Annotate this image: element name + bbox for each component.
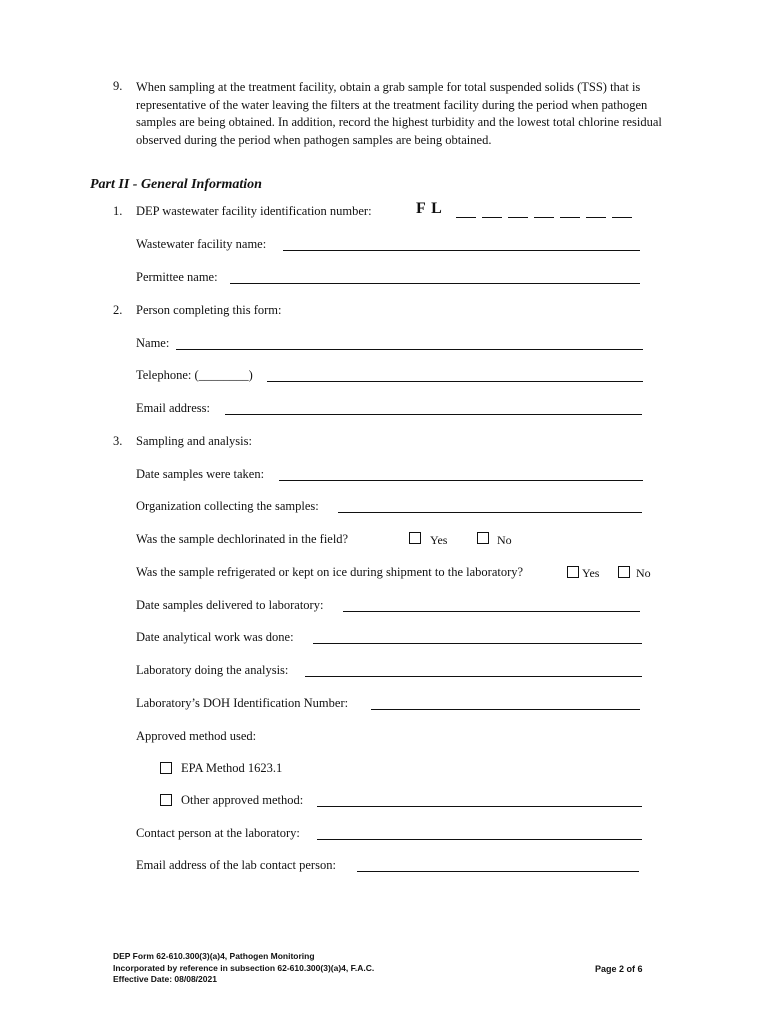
date-delivered-field[interactable] bbox=[343, 599, 640, 612]
question-number-1: 1. bbox=[113, 204, 123, 218]
other-method-label: Other approved method: bbox=[181, 793, 304, 807]
page-number: Page 2 of 6 bbox=[595, 964, 643, 974]
item-number: 9. bbox=[113, 79, 123, 93]
facility-name-label: Wastewater facility name: bbox=[136, 237, 267, 251]
facility-name-field[interactable] bbox=[283, 238, 640, 251]
email-label: Email address: bbox=[136, 401, 210, 415]
lab-contact-label: Contact person at the laboratory: bbox=[136, 826, 300, 840]
facility-id-field[interactable] bbox=[456, 207, 638, 222]
dechlorinated-no-checkbox[interactable] bbox=[477, 532, 489, 544]
item-text: When sampling at the treatment facility, obtain a grab sample for total suspended solids (TSS) that is representative of the water leaving the filters at the treatment facility during the period when pathogen samples are being obtained. In addition, record the highest turbidity and the lowest total chlorine residual observed during the period when pathogen samples are being obtained. bbox=[136, 80, 662, 147]
date-analytical-field[interactable] bbox=[313, 631, 642, 644]
telephone-field[interactable] bbox=[267, 369, 643, 382]
footer-form-info bbox=[113, 951, 374, 986]
dechlorinated-yes-checkbox[interactable] bbox=[409, 532, 421, 544]
refrigerated-no-label: No bbox=[636, 566, 651, 580]
refrigerated-label: Was the sample refrigerated or kept on ice during shipment to the laboratory? bbox=[136, 565, 524, 579]
permittee-name-label: Permittee name: bbox=[136, 270, 218, 284]
other-method-field[interactable] bbox=[317, 794, 642, 807]
question-number-3: 3. bbox=[113, 434, 123, 448]
date-taken-field[interactable] bbox=[279, 468, 643, 481]
name-label: Name: bbox=[136, 336, 170, 350]
facility-id-prefix: F L bbox=[416, 200, 443, 217]
lab-contact-email-label: Email address of the lab contact person: bbox=[136, 858, 336, 872]
dechlorinated-yes-label: Yes bbox=[430, 533, 448, 547]
laboratory-field[interactable] bbox=[305, 664, 642, 677]
email-field[interactable] bbox=[225, 402, 642, 415]
lab-contact-email-field[interactable] bbox=[357, 859, 639, 872]
refrigerated-yes-label: Yes bbox=[582, 566, 600, 580]
footer-line-3: Effective Date: 08/08/2021 bbox=[113, 974, 217, 984]
date-delivered-label: Date samples delivered to laboratory: bbox=[136, 598, 324, 612]
sampling-analysis-label: Sampling and analysis: bbox=[136, 434, 252, 448]
footer-line-1: DEP Form 62-610.300(3)(a)4, Pathogen Monitoring bbox=[113, 951, 315, 961]
organization-label: Organization collecting the samples: bbox=[136, 499, 319, 513]
telephone-label: Telephone: (________) bbox=[136, 368, 253, 382]
epa-method-label: EPA Method 1623.1 bbox=[181, 761, 283, 775]
lab-contact-field[interactable] bbox=[317, 827, 642, 840]
facility-id-label: DEP wastewater facility identification number: bbox=[136, 204, 372, 218]
permittee-name-field[interactable] bbox=[230, 271, 640, 284]
name-field[interactable] bbox=[176, 337, 643, 350]
laboratory-label: Laboratory doing the analysis: bbox=[136, 663, 289, 677]
date-taken-label: Date samples were taken: bbox=[136, 467, 265, 481]
section-heading: Part II - General Information bbox=[90, 177, 262, 192]
person-completing-label: Person completing this form: bbox=[136, 303, 282, 317]
dechlorinated-label: Was the sample dechlorinated in the field? bbox=[136, 532, 349, 546]
organization-field[interactable] bbox=[338, 500, 642, 513]
dechlorinated-no-label: No bbox=[497, 533, 512, 547]
question-number-2: 2. bbox=[113, 303, 123, 317]
doh-id-label: Laboratory’s DOH Identification Number: bbox=[136, 696, 349, 710]
epa-method-checkbox[interactable] bbox=[160, 762, 172, 774]
approved-method-label: Approved method used: bbox=[136, 729, 257, 743]
footer-line-2: Incorporated by reference in subsection 62-610.300(3)(a)4, F.A.C. bbox=[113, 962, 375, 973]
other-method-checkbox[interactable] bbox=[160, 794, 172, 806]
date-analytical-label: Date analytical work was done: bbox=[136, 630, 294, 644]
doh-id-field[interactable] bbox=[371, 697, 640, 710]
refrigerated-yes-checkbox[interactable] bbox=[567, 566, 579, 578]
refrigerated-no-checkbox[interactable] bbox=[618, 566, 630, 578]
